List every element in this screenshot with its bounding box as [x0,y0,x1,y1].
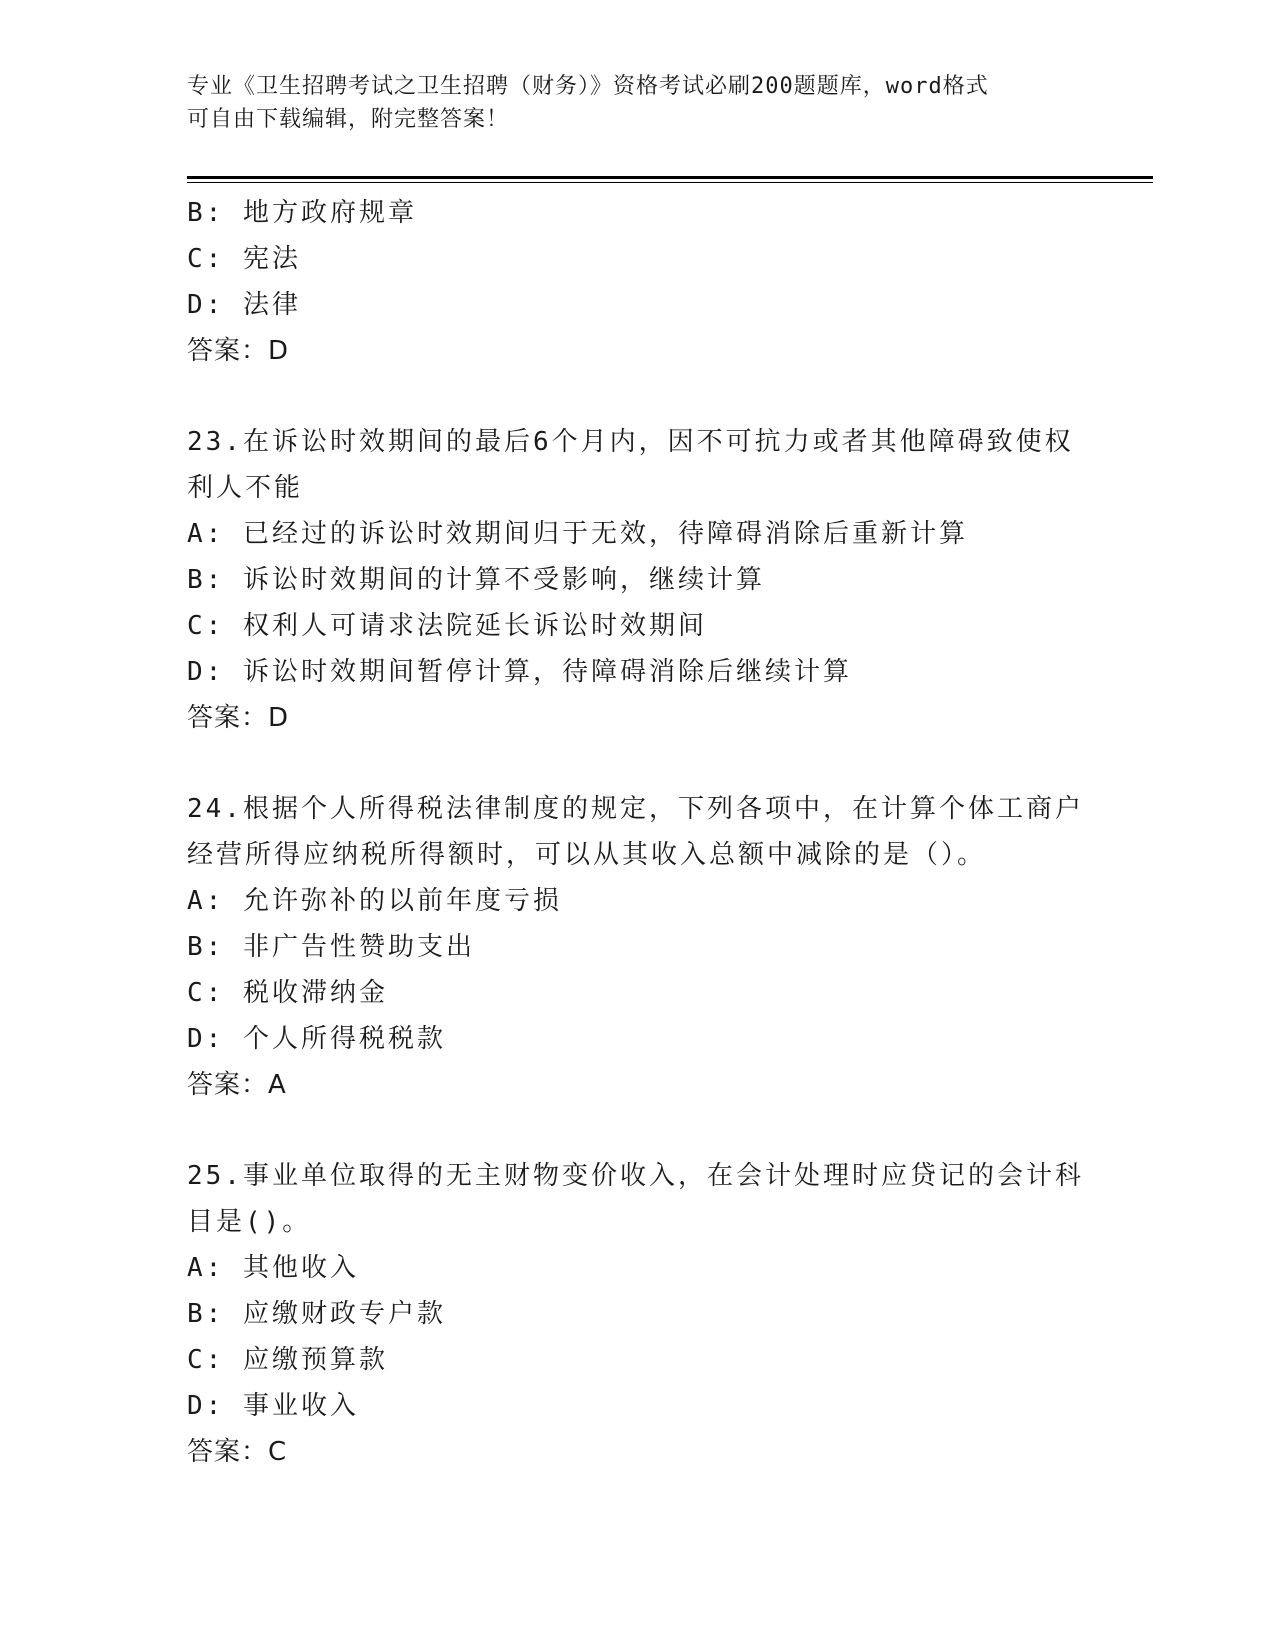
option-d: D: 法律 [187,290,301,320]
header-rule-thick [187,176,1153,179]
document-body [187,190,1087,1475]
answer-line: 答案：A [187,1070,287,1100]
option-a: A: 其他收入 [187,1253,359,1283]
question-24 [187,786,1087,1108]
option-d: D: 个人所得税税款 [187,1024,446,1054]
question-23 [187,419,1087,741]
question-stem-line-2: 目是()。 [187,1207,312,1237]
option-b: B: 非广告性赞助支出 [187,932,475,962]
option-a: A: 已经过的诉讼时效期间归于无效，待障碍消除后重新计算 [187,519,968,549]
header-rule-thin [187,182,1153,183]
header-line-1: 专业《卫生招聘考试之卫生招聘（财务）》资格考试必刷200题题库，word格式 [187,74,989,99]
question-stem-line-2: 经营所得应纳税所得额时，可以从其收入总额中减除的是（）。 [187,840,987,870]
question-stem-line-2: 利人不能 [187,473,304,503]
question-25 [187,1153,1087,1475]
option-d: D: 事业收入 [187,1391,359,1421]
question-stem-line-1: 23.在诉讼时效期间的最后6个月内，因不可抗力或者其他障碍致使权 [187,427,1074,457]
answer-line: 答案：C [187,1437,288,1467]
option-b: B: 应缴财政专户款 [187,1299,446,1329]
option-d: D: 诉讼时效期间暂停计算，待障碍消除后继续计算 [187,657,852,687]
option-b: B: 诉讼时效期间的计算不受影响，继续计算 [187,565,765,595]
question-stem-line-1: 25.事业单位取得的无主财物变价收入，在会计处理时应贷记的会计科 [187,1161,1084,1191]
document-header [187,70,1067,136]
option-c: C: 宪法 [187,244,301,274]
header-line-2: 可自由下载编辑，附完整答案！ [187,107,510,132]
option-b: B: 地方政府规章 [187,198,417,228]
question-stem-line-1: 24.根据个人所得税法律制度的规定，下列各项中，在计算个体工商户 [187,794,1084,824]
option-c: C: 权利人可请求法院延长诉讼时效期间 [187,611,707,641]
answer-line: 答案：D [187,703,290,733]
answer-line: 答案：D [187,336,290,366]
option-c: C: 应缴预算款 [187,1345,388,1375]
previous-question-tail [187,190,1087,374]
option-c: C: 税收滞纳金 [187,978,388,1008]
option-a: A: 允许弥补的以前年度亏损 [187,886,562,916]
